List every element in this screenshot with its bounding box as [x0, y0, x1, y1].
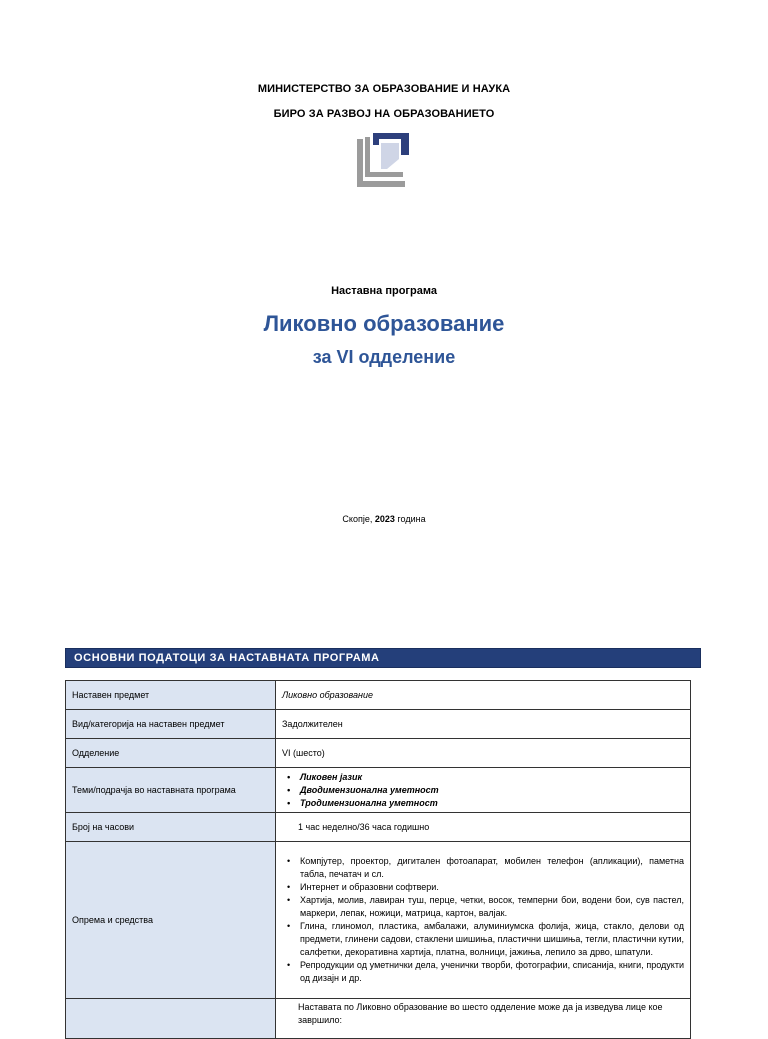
row-label: Одделение: [66, 739, 276, 768]
ministry-heading: МИНИСТЕРСТВО ЗА ОБРАЗОВАНИЕ И НАУКА: [257, 83, 511, 95]
row-label: Вид/категорија на наставен предмет: [66, 710, 276, 739]
year-suffix: година: [397, 514, 426, 524]
subject-title: Ликовно образование: [263, 311, 505, 336]
row-label: Опрема и средства: [66, 842, 276, 999]
equipment-list: [282, 855, 684, 985]
bureau-heading: БИРО ЗА РАЗВОЈ НА ОБРАЗОВАНИЕТО: [273, 108, 495, 120]
table-row: [66, 999, 691, 1039]
row-label: Теми/подрачја во наставната програма: [66, 768, 276, 813]
place-and-year: [0, 514, 768, 524]
row-value: Ликовно образование: [276, 681, 691, 710]
list-item: • Репродукции од уметнички дела, ученички творби, фотографии, списанија, книги, продукти од дизајн и др.: [300, 959, 684, 985]
place: Скопје,: [342, 514, 373, 524]
row-value: VI (шесто): [276, 739, 691, 768]
year: 2023: [374, 514, 395, 524]
table-row: [66, 739, 691, 768]
list-item: • Компјутер, проектор, дигитален фотоапарат, мобилен телефон (апликации), паметна табла, печатач и сл.: [300, 855, 684, 881]
row-value: Задолжителен: [276, 710, 691, 739]
row-label: [66, 999, 276, 1039]
row-value: 1 час неделно/36 часа годишно: [276, 813, 691, 842]
grade-title: за VI одделение: [312, 347, 456, 367]
topics-list: [282, 771, 684, 810]
table-row: [66, 813, 691, 842]
list-item: • Интернет и образовни софтвери.: [300, 881, 684, 894]
row-value: Наставата по Ликовно образование во шесто одделение може да ја изведува лице кое завршило:: [276, 999, 691, 1039]
table-row: [66, 681, 691, 710]
bureau-logo: [355, 131, 411, 189]
row-value: [276, 768, 691, 813]
table-row: [66, 842, 691, 999]
list-item: • Глина, глиномол, пластика, амбалажи, алуминиумска фолија, жица, стакло, делови од предмети, глинени садови, стаклени шишиња, пластични шишиња, тегли, пластични кутии, салфетки, декоративна хартија, платна, волници, јажиња, лепило за дрво, шпатули.: [300, 920, 684, 959]
list-item: • Дводимензионална уметност: [300, 784, 684, 797]
table-row: [66, 710, 691, 739]
row-label: Наставен предмет: [66, 681, 276, 710]
section-title-bar: ОСНОВНИ ПОДАТОЦИ ЗА НАСТАВНАТА ПРОГРАМА: [65, 648, 701, 668]
list-item: • Тродимензионална уметност: [300, 797, 684, 810]
list-item: • Ликовен јазик: [300, 771, 684, 784]
list-item: • Хартија, молив, лавиран туш, перце, четки, восок, темперни бои, водени бои, сув пастел, маркери, лепак, ножици, матрица, картон, валјак.: [300, 894, 684, 920]
program-info-table: [65, 680, 691, 1039]
table-row: [66, 768, 691, 813]
row-value: [276, 842, 691, 999]
program-label: Наставна програма: [331, 285, 437, 297]
row-label: Број на часови: [66, 813, 276, 842]
